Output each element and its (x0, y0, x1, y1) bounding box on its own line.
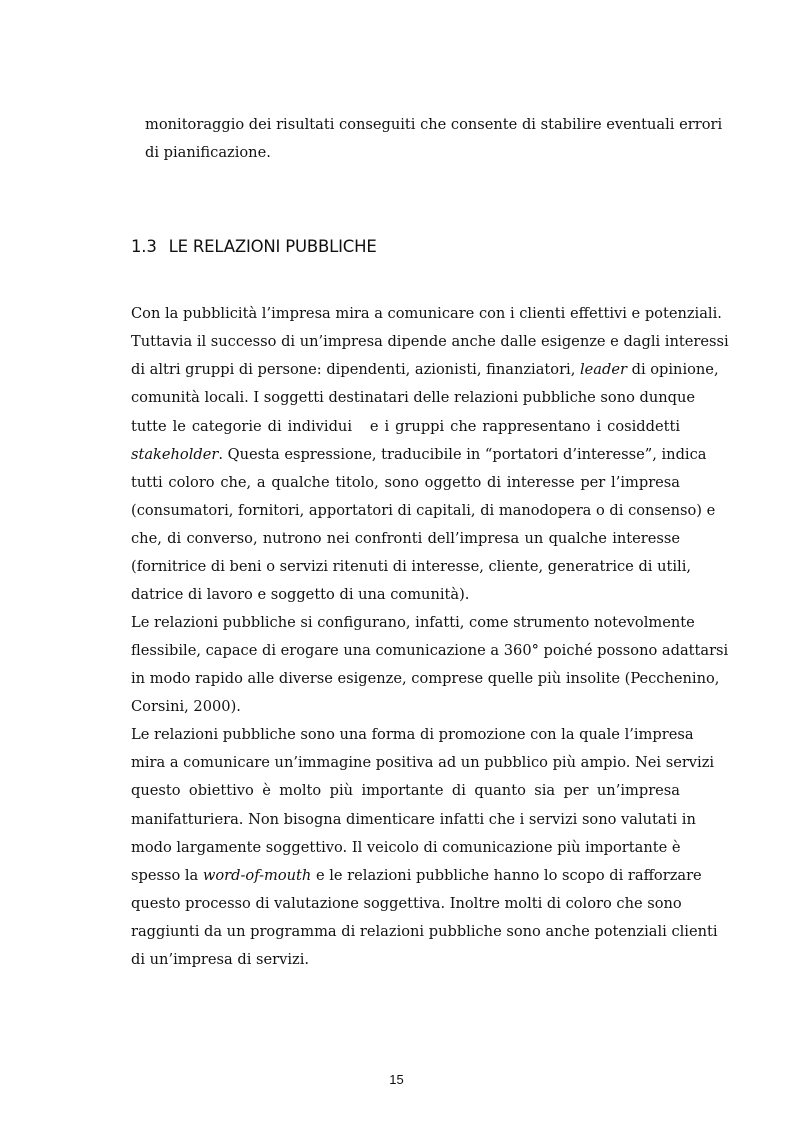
paragraph-1-line-8: (consumatori, fornitori, apportatori di capitali, di manodopera o di consenso) e (131, 502, 716, 519)
text-run: di altri gruppi di persone: dipendenti, azionisti, finanziatori, (131, 361, 576, 378)
paragraph-1-line-11: datrice di lavoro e soggetto di una comunità). (131, 586, 470, 603)
paragraph-3-line-2: mira a comunicare un’immagine positiva ad un pubblico più ampio. Nei servizi (131, 754, 715, 771)
paragraph-2-line-3: in modo rapido alle diverse esigenze, comprese quelle più insolite (Pecchenino, (131, 670, 720, 687)
section-title: LE RELAZIONI PUBBLICHE (168, 237, 377, 256)
emphasis-word-of-mouth: word-of-mouth (202, 867, 312, 884)
continuation-line-2: di pianificazione. (145, 144, 271, 161)
paragraph-1-line-6 (131, 441, 707, 469)
text-run: spesso la (131, 867, 199, 884)
paragraph-3-line-6 (131, 862, 702, 890)
page-number: 15 (389, 1072, 404, 1087)
paragraph-3-line-7: questo processo di valutazione soggettiva. Inoltre molti di coloro che sono (131, 895, 682, 912)
paragraph-1-line-5: tutte le categorie di individui e i gruppi che rappresentano i cosiddetti (131, 418, 680, 435)
paragraph-2-line-2: flessibile, capace di erogare una comunicazione a 360° poiché possono adattarsi (131, 642, 729, 659)
paragraph-1-line-2: Tuttavia il successo di un’impresa dipende anche dalle esigenze e dagli interessi (131, 333, 729, 350)
text-run: di opinione, (631, 361, 719, 378)
paragraph-3-line-9: di un’impresa di servizi. (131, 951, 310, 968)
paragraph-1-line-3 (131, 356, 719, 384)
paragraph-1-line-4: comunità locali. I soggetti destinatari delle relazioni pubbliche sono dunque (131, 389, 696, 406)
paragraph-1-line-7: tutti coloro che, a qualche titolo, sono oggetto di interesse per l’impresa (131, 474, 680, 491)
paragraph-2-line-4: Corsini, 2000). (131, 698, 241, 715)
paragraph-3-line-8: raggiunti da un programma di relazioni pubbliche sono anche potenziali clienti (131, 923, 718, 940)
section-number: 1.3 (131, 237, 157, 256)
paragraph-1-line-10: (fornitrice di beni o servizi ritenuti di interesse, cliente, generatrice di utili, (131, 558, 692, 575)
paragraph-2-line-1: Le relazioni pubbliche si configurano, infatti, come strumento notevolmente (131, 614, 695, 631)
paragraph-3-line-1: Le relazioni pubbliche sono una forma di promozione con la quale l’impresa (131, 726, 694, 743)
continuation-line-1: monitoraggio dei risultati conseguiti che consente di stabilire eventuali errori (145, 116, 723, 133)
emphasis-leader: leader (580, 361, 627, 378)
paragraph-3-line-4: manifatturiera. Non bisogna dimenticare infatti che i servizi sono valutati in (131, 811, 696, 828)
paragraph-1-line-1: Con la pubblicità l’impresa mira a comunicare con i clienti effettivi e potenziali. (131, 305, 722, 322)
paragraph-3-line-5: modo largamente soggettivo. Il veicolo di comunicazione più importante è (131, 839, 681, 856)
emphasis-stakeholder: stakeholder (131, 446, 219, 463)
paragraph-1-line-9: che, di converso, nutrono nei confronti dell’impresa un qualche interesse (131, 530, 680, 547)
section-heading (131, 234, 377, 260)
text-run: e le relazioni pubbliche hanno lo scopo di rafforzare (315, 867, 702, 884)
text-run: . Questa espressione, traducibile in “portatori d’interesse”, indica (218, 446, 707, 463)
paragraph-3-line-3: questo obiettivo è molto più importante di quanto sia per un’impresa (131, 782, 680, 799)
